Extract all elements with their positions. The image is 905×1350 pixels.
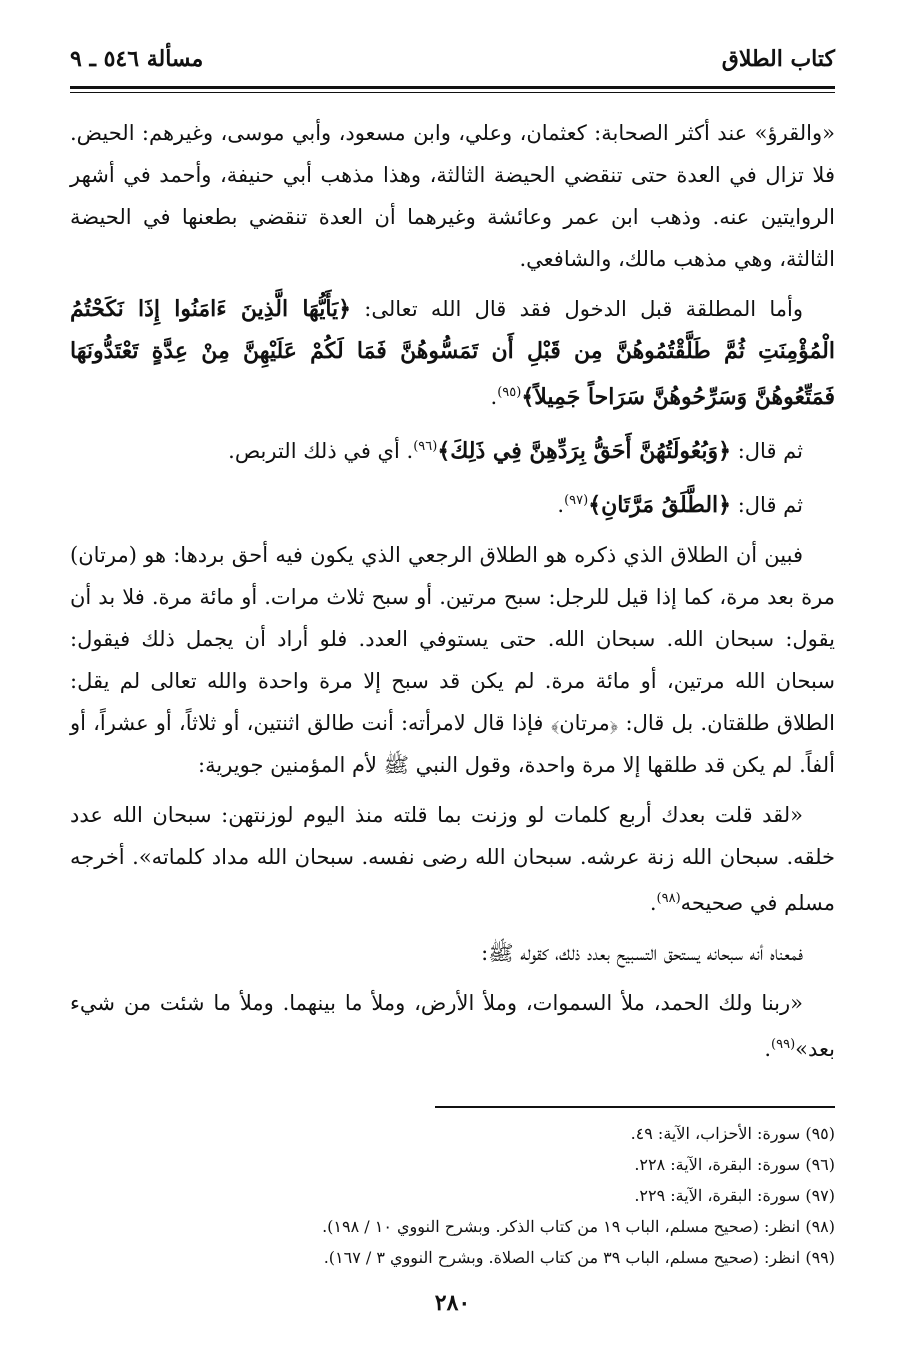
header-rule-thin xyxy=(70,92,835,93)
paragraph-tail: . xyxy=(649,891,657,915)
footnotes xyxy=(70,1118,835,1273)
paragraph-divorce-before-consummation xyxy=(70,288,835,418)
footnote-ref: (٩٦) xyxy=(413,439,438,454)
paragraph-lead: ثم قال: xyxy=(731,439,803,463)
page-number: ٢٨٠ xyxy=(434,1290,471,1316)
paragraph-lead: وأما المطلقة قبل الدخول فقد قال الله تعالى: xyxy=(351,297,804,321)
footnote-item: (٩٧) سورة: البقرة، الآية: ٢٢٩. xyxy=(634,1186,835,1205)
paragraph-husbands-right xyxy=(70,426,835,472)
issue-number: مسألة ٥٤٦ ـ ٩ xyxy=(70,46,204,72)
paragraph-tail: . xyxy=(490,385,498,409)
paragraph-explanation: فبين أن الطلاق الذي ذكره هو الطلاق الرجعي الذي يكون فيه أحق بردها: هو (مرتان) مرة بعد مرة، كما إذا قيل للرجل: سبح مرتين. أو سبح ثلاث مرات. أو مائة مرة. فلا بد أن يقول: سبحان الله. سبحان الله. حتى يستوفي العدد. فلو أراد أن يجمل ذلك فيقول: سبحان الله مرتين، أو مائة مرة. لم يكن قد سبح إلا مرة واحدة والله تعالى لم يقل: الطلاق طلقتان. بل قال: ﴿مرتان﴾ فإذا قال لامرأته: أنت طالق اثنتين، أو ثلاثاً، أو عشراً، أو ألفاً. لم يكن قد طلقها إلا مرة واحدة، وقول النبي ﷺ لأم المؤمنين جويرية: xyxy=(70,543,835,777)
paragraph-qur: «والقرؤ» عند أكثر الصحابة: كعثمان، وعلي، وابن مسعود، وأبي موسى، وغيرهم: الحيض. فلا تزال في العدة حتى تنقضي الحيضة الثالثة، وهذا مذهب أبي حنيفة، وأحمد في أشهر الروايتين عنه. وذهب ابن عمر وعائشة وغيرهما أن العدة تنقضي بطعنها في الحيضة الثالثة، وهي مذهب مالك، والشافعي. xyxy=(70,121,835,271)
running-header xyxy=(70,44,835,84)
footnote-ref: (٩٨) xyxy=(656,891,681,906)
paragraph-lead: «لقد قلت بعدك أربع كلمات لو وزنت بما قلته منذ اليوم لوزنتهن: سبحان الله عدد خلقه. سبحان الله زنة عرشه. سبحان الله رضى نفسه. سبحان الله مداد كلماته». أخرجه مسلم في صحيحه xyxy=(70,803,835,915)
paragraph-tail: . أي في ذلك التربص. xyxy=(228,439,414,463)
footnote-item: (٩٦) سورة: البقرة، الآية: ٢٢٨. xyxy=(634,1155,835,1174)
paragraph-lead: ثم قال: xyxy=(731,493,803,517)
paragraph-hadith-juwayriya xyxy=(70,794,835,924)
paragraph-tail: . xyxy=(764,1037,772,1061)
quran-verse: ﴿وَبُعُولَتُهُنَّ أَحَقُّ بِرَدِّهِنَّ فِي ذَلِكَ﴾ xyxy=(437,438,732,464)
main-text xyxy=(70,112,835,1078)
quran-verse: ﴿يَأَيُّهَا الَّذِينَ ءَامَنُوا إِذَا نَكَحْتُمُ الْمُؤْمِنَتِ ثُمَّ طَلَّقْتُمُوهُنَّ مِن قَبْلِ أَن تَمَسُّوهُنَّ فَمَا لَكُمْ عَلَيْهِنَّ مِنْ عِدَّةٍ تَعْتَدُّونَهَا فَمَتِّعُوهُنَّ وَسَرِّحُوهُنَّ سَرَاحاً جَمِيلاً﴾ xyxy=(70,296,835,410)
header-rule-thick xyxy=(70,86,835,89)
chapter-title: كتاب الطلاق xyxy=(721,46,835,72)
paragraph-lead: «ربنا ولك الحمد، ملأ السموات، وملأ الأرض، وملأ ما بينهما. وملأ ما شئت من شيء بعد» xyxy=(70,991,835,1061)
footnote-item: (٩٨) انظر: (صحيح مسلم، الباب ١٩ من كتاب الذكر. وبشرح النووي ١٠ / ١٩٨). xyxy=(322,1217,835,1236)
paragraph-divorce-twice xyxy=(70,480,835,526)
footnote-ref: (٩٧) xyxy=(564,493,589,508)
footnote-ref: (٩٩) xyxy=(771,1037,796,1052)
quran-verse: ﴿الطَّلَقُ مَرَّتَانِ﴾ xyxy=(588,492,732,518)
footnote-separator xyxy=(435,1106,835,1108)
paragraph-tail: . xyxy=(557,493,565,517)
footnote-item: (٩٥) سورة: الأحزاب، الآية: ٤٩. xyxy=(630,1124,835,1143)
paragraph-meaning: فمعناه أنه سبحانه يستحق التسبيح بعدد ذلك، كقوله ﷺ: xyxy=(481,941,803,965)
footnote-item: (٩٩) انظر: (صحيح مسلم، الباب ٣٩ من كتاب الصلاة. وبشرح النووي ٣ / ١٦٧). xyxy=(323,1248,835,1267)
footnote-ref: (٩٥) xyxy=(497,385,522,400)
paragraph-hadith-praise xyxy=(70,982,835,1070)
